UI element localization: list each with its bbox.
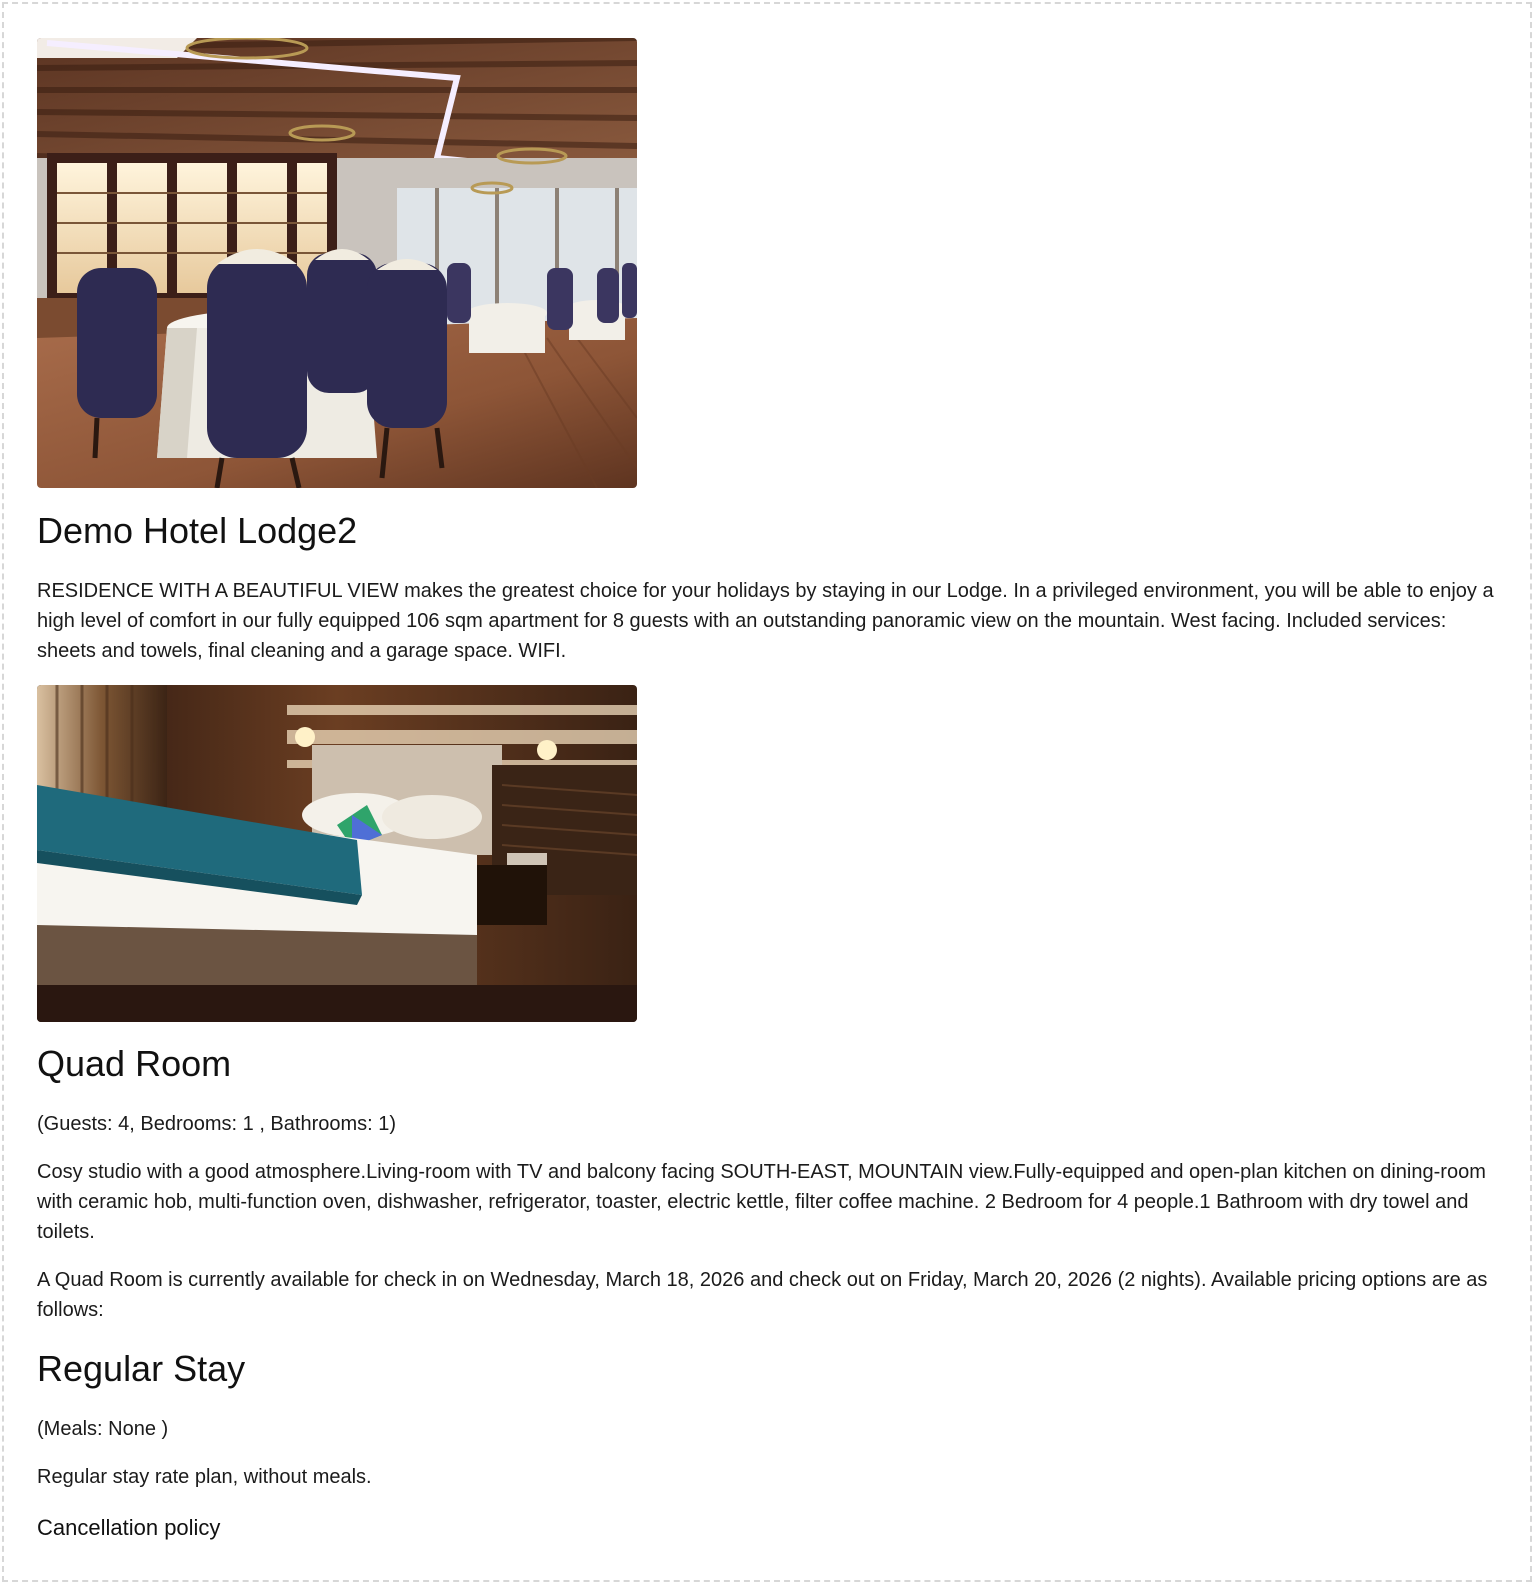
hotel-photo (37, 38, 637, 488)
rate-plan-description: Regular stay rate plan, without meals. (37, 1466, 372, 1488)
hotel-description: RESIDENCE WITH A BEAUTIFUL VIEW makes the greatest choice for your holidays by staying in our Lodge. In a privileged environment, you will be able to enjoy a high level of comfort in our fully equipped 106 sqm apartment for 8 guests with an outstanding panoramic view on the mountain. West facing. Included services: sheets and towels, final cleaning and a garage space. WIFI. (37, 580, 1494, 662)
cancellation-policy-toggle[interactable]: Cancellation policy (37, 1515, 221, 1540)
room-description: Cosy studio with a good atmosphere.Living-room with TV and balcony facing SOUTH-EAST, MOUNTAIN view.Fully-equipped and open-plan kitchen on dining-room with ceramic hob, multi-function oven, dishwasher, refrigerator, toaster, electric kettle, filter coffee machine. 2 Bedroom for 4 people.1 Bathroom with dry towel and toilets. (37, 1161, 1486, 1243)
rate-plan-name: Regular Stay (37, 1348, 246, 1389)
content (37, 38, 1507, 1543)
hotel-name: Demo Hotel Lodge2 (37, 510, 358, 551)
room-photo (37, 685, 637, 1022)
availability-text: A Quad Room is currently available for check in on Wednesday, March 18, 2026 and check out on Friday, March 20, 2026 (2 nights). Available pricing options are as follows: (37, 1269, 1488, 1321)
room-name: Quad Room (37, 1043, 232, 1084)
rate-plan-meta: (Meals: None ) (37, 1418, 169, 1440)
room-meta: (Guests: 4, Bedrooms: 1 , Bathrooms: 1) (37, 1113, 397, 1135)
